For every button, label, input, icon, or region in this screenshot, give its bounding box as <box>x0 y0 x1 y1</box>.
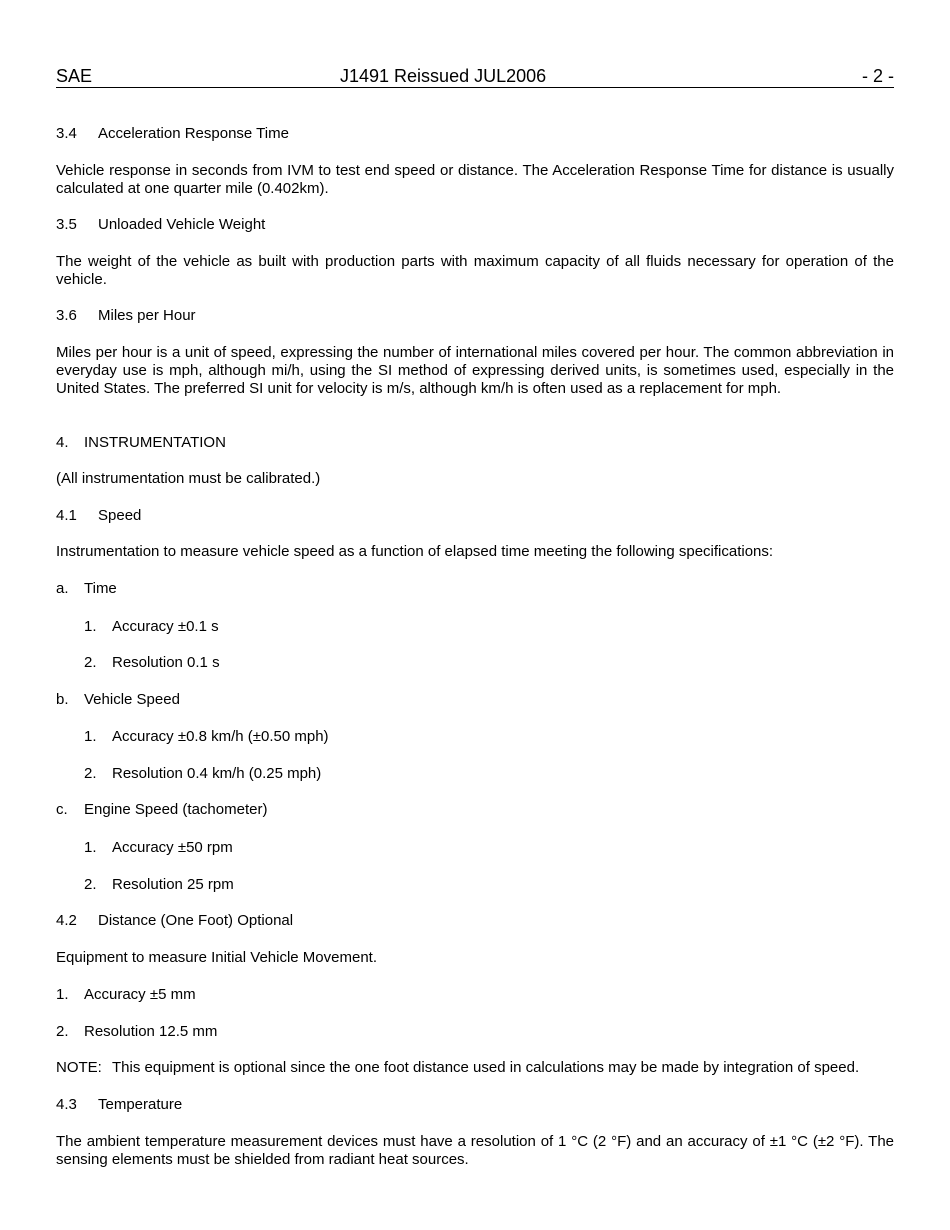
sub-item-text: Resolution 25 rpm <box>112 876 234 893</box>
paragraph-4: (All instrumentation must be calibrated.) <box>56 470 321 487</box>
sub-item-text: Resolution 0.1 s <box>112 654 220 671</box>
section-number: 4.3 <box>56 1096 77 1113</box>
list-label: b. <box>56 691 69 708</box>
paragraph-4-2: Equipment to measure Initial Vehicle Movement. <box>56 949 377 966</box>
list-item-b <box>56 691 894 709</box>
list-text: Accuracy ±5 mm <box>84 986 196 1003</box>
sub-item-text: Accuracy ±0.1 s <box>112 618 219 635</box>
section-heading-4-1 <box>56 507 894 525</box>
header-doc-id: J1491 Reissued JUL2006 <box>340 66 547 86</box>
header-org: SAE <box>56 66 93 86</box>
sub-item <box>84 654 894 672</box>
list-title: Vehicle Speed <box>84 691 180 708</box>
section-title: INSTRUMENTATION <box>84 434 226 451</box>
sub-item-text: Resolution 0.4 km/h (0.25 mph) <box>112 765 322 782</box>
section-title: Miles per Hour <box>98 307 196 324</box>
note-label: NOTE: <box>56 1059 102 1076</box>
section-number: 4.2 <box>56 912 77 929</box>
list-label: a. <box>56 580 69 597</box>
paragraph-4-3: The ambient temperature measurement devices must have a resolution of 1 °C (2 °F) and an accuracy of ±1 °C (±2 °F). The sensing elements must be shielded from radiant heat sources. <box>56 1133 894 1168</box>
list-item-c <box>56 801 894 819</box>
section-heading-3-6 <box>56 307 894 325</box>
section-title: Distance (One Foot) Optional <box>98 912 294 929</box>
sub-item <box>84 765 894 783</box>
section-heading-3-5 <box>56 216 894 234</box>
document-page <box>56 0 894 1230</box>
list-label: c. <box>56 801 68 818</box>
list-title: Engine Speed (tachometer) <box>84 801 268 818</box>
section-number: 4. <box>56 434 69 451</box>
list-item <box>56 986 894 1004</box>
paragraph-4-1: Instrumentation to measure vehicle speed as a function of elapsed time meeting the following specifications: <box>56 543 774 560</box>
sub-item <box>84 876 894 894</box>
section-title: Temperature <box>98 1096 183 1113</box>
sub-item-number: 2. <box>84 654 97 671</box>
sub-item-number: 2. <box>84 876 97 893</box>
sub-item <box>84 839 894 857</box>
section-number: 4.1 <box>56 507 77 524</box>
sub-item-number: 1. <box>84 618 97 635</box>
section-title: Unloaded Vehicle Weight <box>98 216 266 233</box>
sub-item <box>84 618 894 636</box>
section-heading-4 <box>56 434 894 452</box>
section-number: 3.6 <box>56 307 77 324</box>
section-heading-4-2 <box>56 912 894 930</box>
sub-item-number: 1. <box>84 728 97 745</box>
sub-item-text: Accuracy ±50 rpm <box>112 839 233 856</box>
list-number: 1. <box>56 986 69 1003</box>
list-number: 2. <box>56 1023 69 1040</box>
section-number: 3.4 <box>56 125 77 142</box>
section-heading-4-3 <box>56 1096 894 1114</box>
sub-item-number: 2. <box>84 765 97 782</box>
list-item <box>56 1023 894 1041</box>
section-number: 3.5 <box>56 216 77 233</box>
header-page-number: - 2 - <box>861 66 894 86</box>
paragraph-3-6: Miles per hour is a unit of speed, expressing the number of international miles covered per hour. The common abbreviation in everyday use is mph, although mi/h, using the SI method of expressing derived units, is sometimes used, especially in the United States. The preferred SI unit for velocity is m/s, although km/h is often used as a replacement for mph. <box>56 344 894 397</box>
list-title: Time <box>84 580 117 597</box>
section-heading-3-4 <box>56 125 894 143</box>
sub-item <box>84 728 894 746</box>
note <box>56 1059 894 1077</box>
sub-item-number: 1. <box>84 839 97 856</box>
list-item-a <box>56 580 894 598</box>
list-text: Resolution 12.5 mm <box>84 1023 218 1040</box>
sub-item-text: Accuracy ±0.8 km/h (±0.50 mph) <box>112 728 329 745</box>
page-header <box>56 66 894 88</box>
paragraph-3-5: The weight of the vehicle as built with production parts with maximum capacity of all fluids necessary for operation of the vehicle. <box>56 253 894 288</box>
section-title: Speed <box>98 507 142 524</box>
paragraph-3-4: Vehicle response in seconds from IVM to test end speed or distance. The Acceleration Response Time for distance is usually calculated at one quarter mile (0.402km). <box>56 162 894 197</box>
section-title: Acceleration Response Time <box>98 125 289 142</box>
note-text: This equipment is optional since the one foot distance used in calculations may be made by integration of speed. <box>112 1059 860 1076</box>
